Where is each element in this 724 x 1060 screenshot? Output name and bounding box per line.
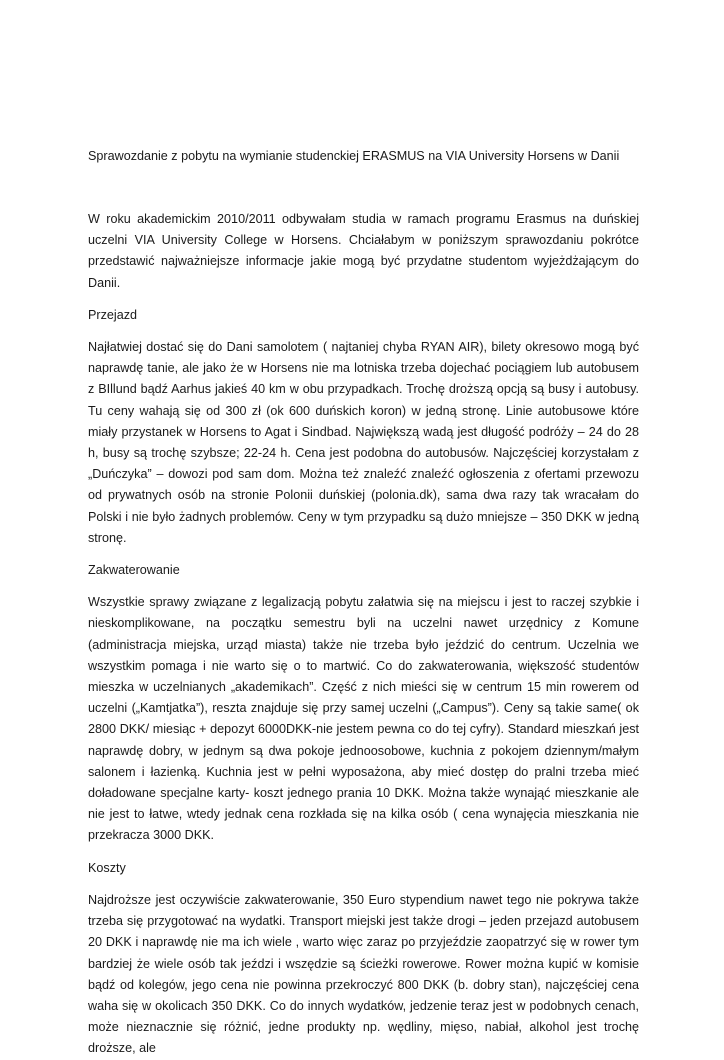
section-heading-koszty: Koszty: [88, 860, 126, 875]
section-heading-zakwaterowanie: Zakwaterowanie: [88, 563, 180, 578]
section-paragraph-zakwaterowanie: Wszystkie sprawy związane z legalizacją pobytu załatwia się na miejscu i jest to raczej szybkie i nieskomplikowane, na początku semestru byli na uczelni nawet urzędnicy z Komune (administracja miejska, urząd miasta) także nie trzeba było jeździć do centrum. Uczelnia we wszystkim pomaga i nie warto się o to martwić. Co do zakwaterowania, większość studentów mieszka w uczelnianych „akademikach”. Część z nich mieści się w centrum 15 min rowerem od uczelni („Kamtjatka”), reszta znajduje się przy samej uczelni („Campus”). Ceny są takie same( ok 2800 DKK/ miesiąc + depozyt 6000DKK-nie jestem pewna co do tej cyfry). Standard mieszkań jest naprawdę dobry, w jednym są dwa pokoje jednoosobowe, kuchnia z pokojem dziennym/małym salonem i łazienką. Kuchnia jest w pełni wyposażona, aby mieć dostęp do pralni trzeba mieć doładowane specjalne karty- koszt jednego prania 10 DKK. Można także wynająć mieszkanie ale nie jest to łatwe, wtedy jednak cena rozkłada się na kilka osób ( cena wynajęcia mieszkania nie przekracza 3000 DKK.: [88, 595, 639, 843]
section-paragraph-przejazd: Najłatwiej dostać się do Dani samolotem ( najtaniej chyba RYAN AIR), bilety okresowo mogą być naprawdę tanie, ale jako że w Horsens nie ma lotniska trzeba dojechać pociągiem lub autobusem z BIllund bądź Aarhus jakieś 40 km w obu przypadkach. Trochę droższą opcją są busy i autobusy. Tu ceny wahają się od 300 zł (ok 600 duńskich koron) w jedną stronę. Linie autobusowe które miały przystanek w Horsens to Agat i Sindbad. Największą wadą jest długość podróży – 24 do 28 h, busy są trochę szybsze; 22-24 h. Cena jest podobna do autobusów. Najczęściej korzystałam z „Duńczyka” – dowozi pod sam dom. Można też znaleźć znaleźć ogłoszenia z ofertami przewozu od prywatnych osób na stronie Polonii duńskiej (polonia.dk), sama dwa razy tak wracałam do Polski i nie było żadnych problemów. Ceny w tym przypadku są dużo mniejsze – 350 DKK w jedną stronę.: [88, 340, 639, 545]
section-paragraph-koszty: Najdroższe jest oczywiście zakwaterowanie, 350 Euro stypendium nawet tego nie pokrywa także trzeba się przygotować na wydatki. Transport miejski jest także drogi – jeden przejazd autobusem 20 DKK i naprawdę nie ma ich wiele , warto więc zaraz po przyjeździe zaopatrzyć się w rower tym bardziej że wiele osób tak jeździ i wszędzie są ścieżki rowerowe. Rower można kupić w komisie bądź od kolegów, jego cena nie powinna przekroczyć 800 DKK (b. dobry stan), najczęściej cena waha się w okolicach 350 DKK. Co do innych wydatków, jedzenie teraz jest w podobnych cenach, może nieznacznie się różnić, jedne produkty np. wędliny, mięso, nabiał, alkohol jest trochę droższe, ale: [88, 892, 639, 1056]
document-title: Sprawozdanie z pobytu na wymianie studenckiej ERASMUS na VIA University Horsens w Danii: [88, 149, 620, 163]
section-heading-przejazd: Przejazd: [88, 307, 137, 322]
document-body: [88, 209, 639, 1060]
intro-paragraph: W roku akademickim 2010/2011 odbywałam studia w ramach programu Erasmus na duńskiej uczelni VIA University College w Horsens. Chciałabym w poniższym sprawozdaniu pokrótce przedstawić najważniejsze informacje jakie mogą być przydatne studentom wyjeżdżającym do Danii.: [88, 212, 639, 290]
